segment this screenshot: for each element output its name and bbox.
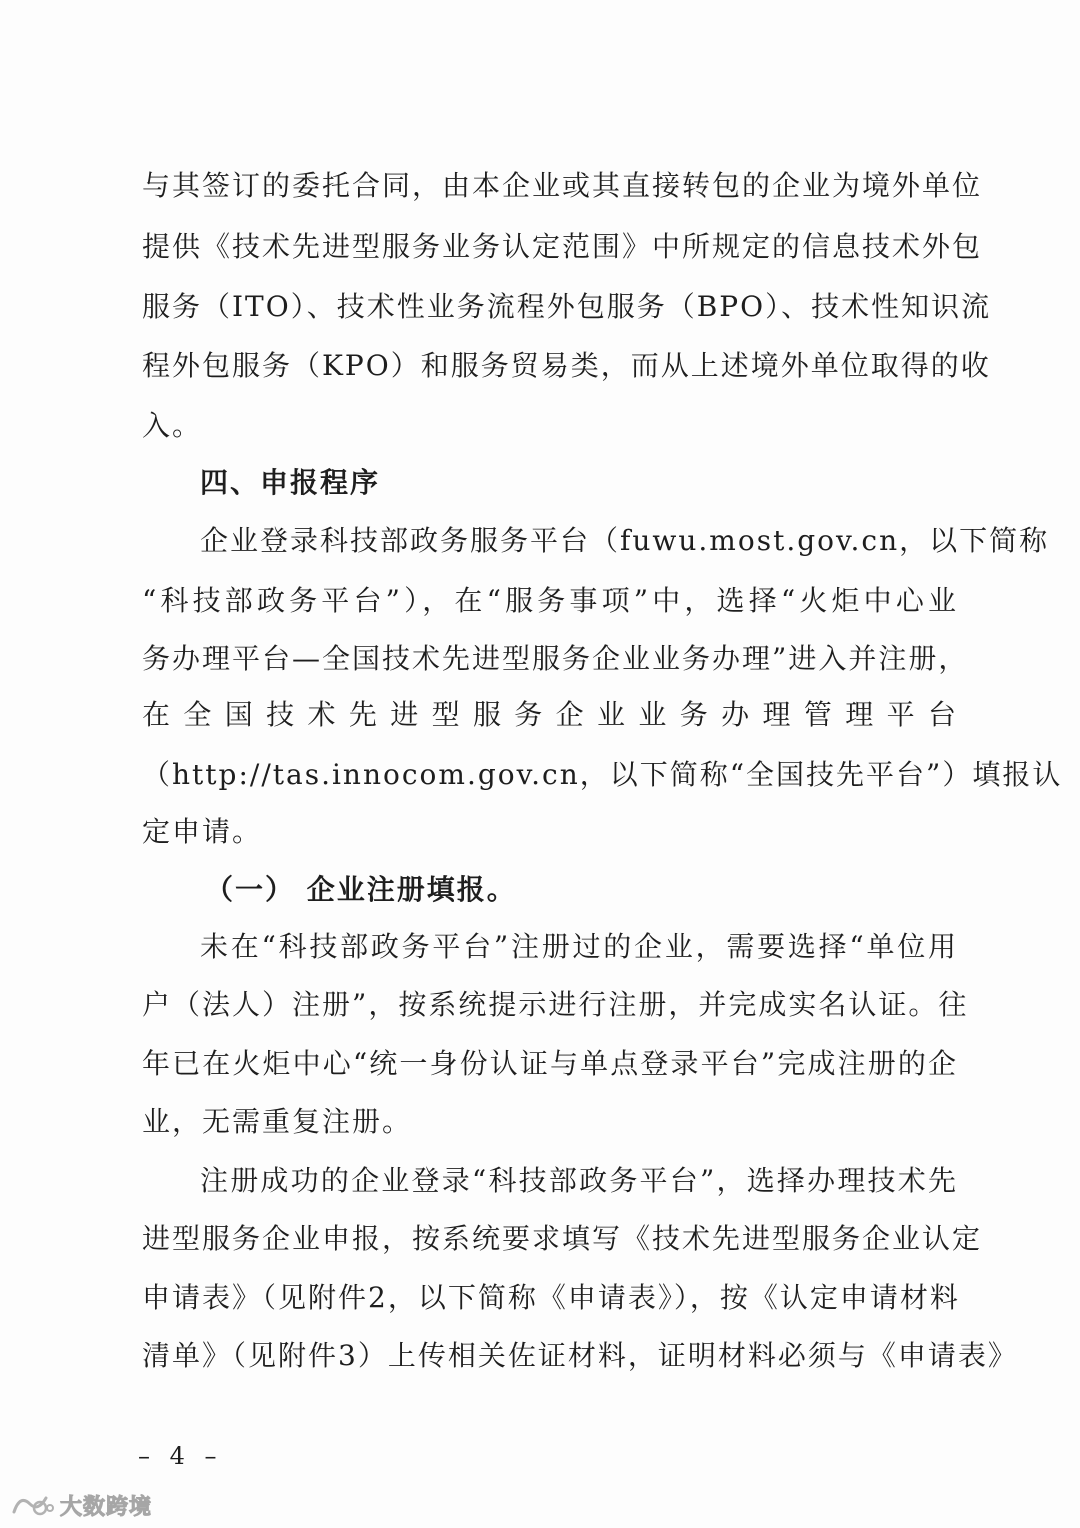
- paragraph-line: 进型服务企业申报，按系统要求填写《技术先进型服务企业认定: [142, 1222, 983, 1255]
- paragraph-line: 申请表》（见附件2，以下简称《申请表》），按《认定申请材料: [142, 1281, 960, 1314]
- paragraph-line: “科技部政务平台”），在“服务事项”中，选择“火炬中心业: [142, 584, 958, 617]
- paragraph-line: 与其签订的委托合同，由本企业或其直接转包的企业为境外单位: [142, 169, 983, 202]
- page-number: – 4 –: [138, 1442, 223, 1470]
- paragraph-line: 年已在火炬中心“统一身份认证与单点登录平台”完成注册的企: [142, 1047, 958, 1080]
- paragraph-line: 程外包服务（KPO）和服务贸易类，而从上述境外单位取得的收: [142, 349, 991, 382]
- paragraph-line: 在全国技术先进型服务企业业务办理管理平台: [142, 698, 958, 731]
- watermark-text: 大数跨境: [60, 1494, 153, 1520]
- paragraph-line: 定申请。: [142, 815, 263, 848]
- paragraph-line: 未在“科技部政务平台”注册过的企业，需要选择“单位用: [200, 930, 958, 963]
- paragraph-line: （http://tas.innocom.gov.cn，以下简称“全国技先平台”）填报认: [142, 758, 1063, 791]
- watermark: [10, 1490, 152, 1520]
- paragraph-line: 提供《技术先进型服务业务认定范围》中所规定的信息技术外包: [142, 230, 983, 263]
- paragraph-line: 户（法人）注册”，按系统提示进行注册，并完成实名认证。往: [142, 988, 969, 1021]
- paragraph-line: 服务（ITO）、技术性业务流程外包服务（BPO）、技术性知识流: [142, 290, 992, 323]
- paragraph-line: 入。: [142, 409, 203, 442]
- paragraph-line: 企业登录科技部政务服务平台（fuwu.most.gov.cn，以下简称: [200, 524, 1050, 557]
- paragraph-line: 清单》（见附件3）上传相关佐证材料，证明材料必须与《申请表》: [142, 1339, 1018, 1372]
- paragraph-line: 务办理平台—全国技术先进型服务企业业务办理”进入并注册，: [142, 642, 969, 675]
- paragraph-line: 注册成功的企业登录“科技部政务平台”，选择办理技术先: [200, 1164, 958, 1197]
- section-heading: 四、申报程序: [200, 466, 381, 499]
- paragraph-line: 业，无需重复注册。: [142, 1105, 413, 1138]
- subsection-heading: （一） 企业注册填报。: [205, 873, 517, 906]
- logo-mark-icon: [10, 1492, 54, 1518]
